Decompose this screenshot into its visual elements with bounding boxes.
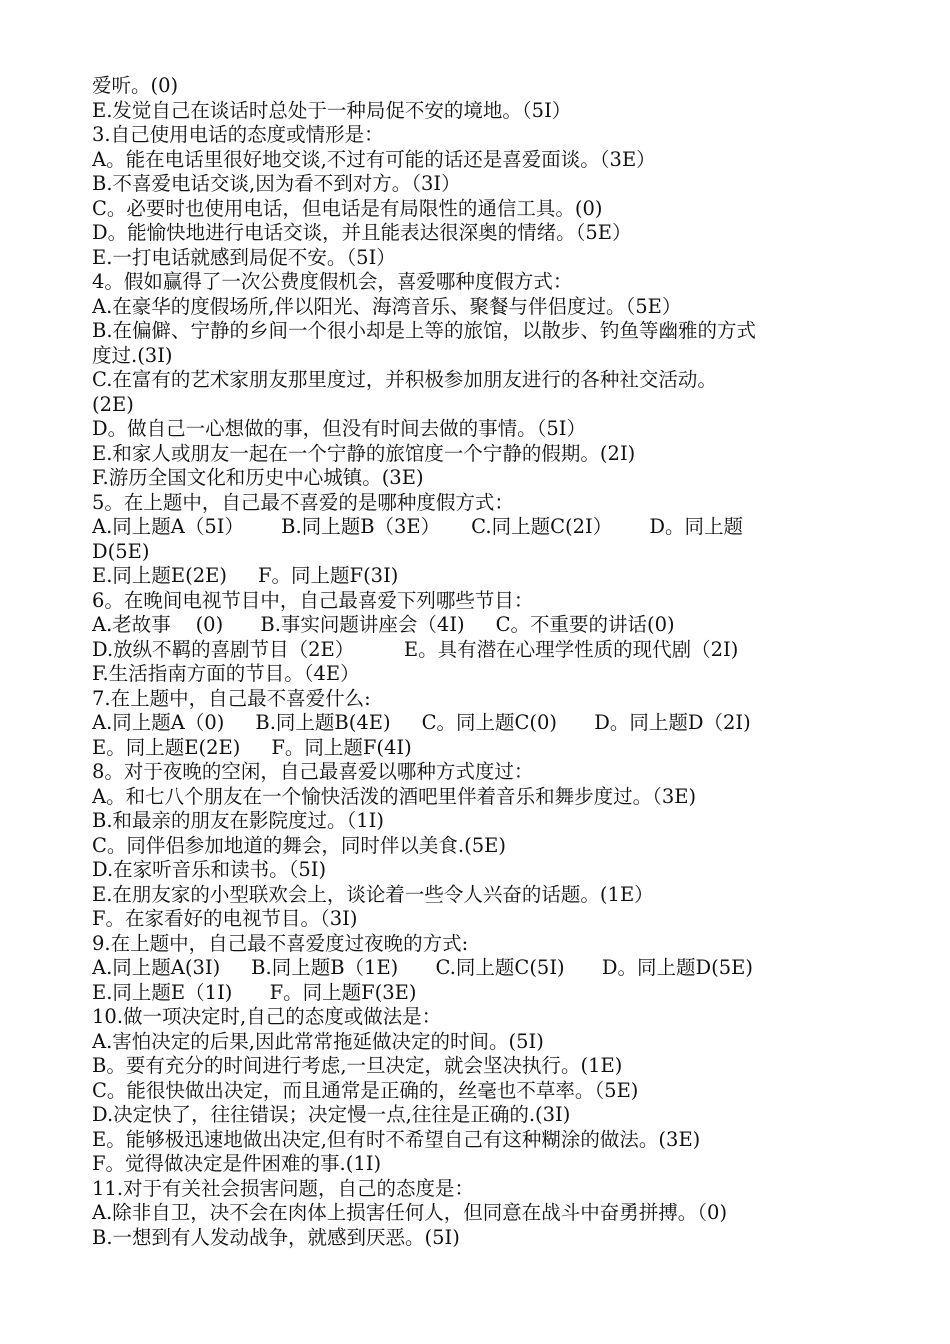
option-b-q10: B。要有充分的时间进行考虑,一旦决定，就会坚决执行。(1E) <box>92 1054 623 1077</box>
option-e-q4: E.和家人或朋友一起在一个宁静的旅馆度一个宁静的假期。(2I) <box>92 441 636 465</box>
question-9: 9.在上题中，自己最不喜爱度过夜晚的方式: <box>92 931 469 955</box>
options-q9-row2: E.同上题E（1I) F。同上题F(3E) <box>92 980 417 1004</box>
option-a-q3: A。能在电话里很好地交谈,不过有可能的话还是喜爱面谈。（3E） <box>92 147 656 171</box>
option-e-q3: E.一打电话就感到局促不安。（5I） <box>92 245 396 269</box>
options-q5-row1: A.同上题A（5I） B.同上题B（3E） C.同上题C(2I） D。同上题 <box>92 515 744 538</box>
question-11: 11.对于有关社会损害问题，自己的态度是： <box>92 1176 475 1200</box>
option-a-q11: A.除非自卫，决不会在肉体上损害任何人，但同意在战斗中奋勇拼搏。（0) <box>92 1201 728 1224</box>
options-q6-row2: D.放纵不羁的喜剧节目（2E） E。具有潜在心理学性质的现代剧（2I) <box>92 637 739 661</box>
option-c-q4-cont: (2E) <box>92 392 134 416</box>
option-b-q3: B.不喜爱电话交谈,因为看不到对方。（3I） <box>92 172 461 195</box>
options-q5-row2: E.同上题E(2E) F。同上题F(3I) <box>92 564 399 587</box>
question-7: 7.在上题中，自己最不喜爱什么: <box>92 686 371 710</box>
option-f-q4: F.游历全国文化和历史中心城镇。(3E) <box>92 466 424 489</box>
option-e-q8: E.在朋友家的小型联欢会上，谈论着一些令人兴奋的话题。(1E） <box>92 882 654 906</box>
question-6: 6。在晚间电视节目中，自己最喜爱下列哪些节目： <box>92 588 534 612</box>
question-10: 10.做一项决定时,自己的态度或做法是： <box>92 1005 442 1028</box>
question-4: 4。假如赢得了一次公费度假机会，喜爱哪种度假方式： <box>92 270 573 293</box>
option-c-q10: C。能很快做出决定，而且通常是正确的，丝毫也不草率。（5E) <box>92 1078 639 1102</box>
option-d-q10: D.决定快了，往往错误；决定慢一点,往往是正确的.(3I) <box>92 1103 571 1126</box>
question-5: 5。在上题中，自己最不喜爱的是哪种度假方式： <box>92 490 514 514</box>
option-a-q10: A.害怕决定的后果,因此常常拖延做决定的时间。(5I) <box>92 1029 544 1053</box>
option-e-q10: E。能够极迅速地做出决定,但有时不希望自己有这种糊涂的做法。(3E) <box>92 1127 701 1151</box>
option-f-q6: F.生活指南方面的节目。（4E） <box>92 662 360 685</box>
option-c-q4: C.在富有的艺术家朋友那里度过，并积极参加朋友进行的各种社交活动。 <box>92 368 717 391</box>
option-b-q8: B.和最亲的朋友在影院度过。（1I) <box>92 809 384 832</box>
option-f-q8: F。在家看好的电视节目。（3I) <box>92 907 358 930</box>
option-d-q4: D。做自己一心想做的事，但没有时间去做的事情。（5I） <box>92 417 586 440</box>
options-q7-row1: A.同上题A（0) B.同上题B(4E) C。同上题C(0) D。同上题D（2I) <box>92 711 751 734</box>
option-e-q2: E.发觉自己在谈话时总处于一种局促不安的境地。（5I） <box>92 98 572 122</box>
options-q5-row1-cont: D(5E) <box>92 539 150 563</box>
question-3: 3.自己使用电话的态度或情形是： <box>92 123 384 146</box>
option-d-q8: D.在家听音乐和读书。（5I) <box>92 858 327 881</box>
text-line: 爱听。(0) <box>92 74 179 97</box>
option-b-q11: B.一想到有人发动战争，就感到厌恶。(5I) <box>92 1225 460 1249</box>
option-b-q4: B.在偏僻、宁静的乡间一个很小却是上等的旅馆，以散步、钓鱼等幽雅的方式 <box>92 319 757 342</box>
option-b-q4-cont: 度过.(3I) <box>92 343 173 367</box>
question-8: 8。对于夜晚的空闲，自己最喜爱以哪种方式度过： <box>92 760 534 783</box>
option-a-q8: A。和七八个朋友在一个愉快活泼的酒吧里伴着音乐和舞步度过。（3E) <box>92 784 697 808</box>
document-page <box>92 74 872 1250</box>
options-q9-row1: A.同上题A(3I) B.同上题B（1E) C.同上题C(5I) D。同上题D(5E) <box>92 956 753 979</box>
option-d-q3: D。能愉快地进行电话交谈，并且能表达很深奥的情绪。（5E） <box>92 221 632 244</box>
options-q6-row1: A.老故事 (0) B.事实问题讲座会（4I) C。不重要的讲话(0) <box>92 613 675 636</box>
option-c-q3: C。必要时也使用电话，但电话是有局限性的通信工具。(0) <box>92 196 603 220</box>
option-c-q8: C。同伴侣参加地道的舞会，同时伴以美食.(5E) <box>92 833 506 857</box>
option-a-q4: A.在豪华的度假场所,伴以阳光、海湾音乐、聚餐与伴侣度过。（5E） <box>92 294 682 318</box>
option-f-q10: F。觉得做决定是件困难的事.(1I) <box>92 1152 382 1175</box>
options-q7-row2: E。同上题E(2E) F。同上题F(4I) <box>92 735 412 759</box>
